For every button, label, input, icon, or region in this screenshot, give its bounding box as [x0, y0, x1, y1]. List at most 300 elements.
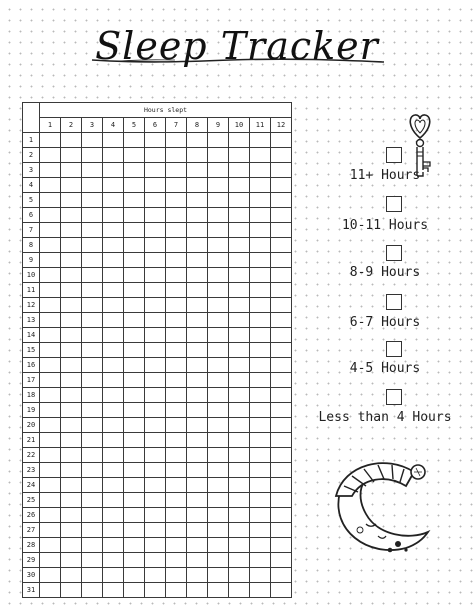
sleep-cell[interactable] [124, 538, 145, 553]
sleep-cell[interactable] [229, 328, 250, 343]
sleep-cell[interactable] [82, 253, 103, 268]
sleep-cell[interactable] [166, 493, 187, 508]
sleep-cell[interactable] [124, 238, 145, 253]
sleep-cell[interactable] [61, 373, 82, 388]
sleep-cell[interactable] [187, 403, 208, 418]
sleep-cell[interactable] [229, 238, 250, 253]
sleep-cell[interactable] [229, 343, 250, 358]
sleep-cell[interactable] [124, 403, 145, 418]
sleep-cell[interactable] [145, 358, 166, 373]
sleep-cell[interactable] [103, 223, 124, 238]
sleep-cell[interactable] [40, 313, 61, 328]
sleep-cell[interactable] [61, 478, 82, 493]
sleep-cell[interactable] [40, 193, 61, 208]
sleep-cell[interactable] [40, 238, 61, 253]
sleep-cell[interactable] [187, 373, 208, 388]
sleep-cell[interactable] [124, 523, 145, 538]
sleep-cell[interactable] [145, 298, 166, 313]
sleep-cell[interactable] [187, 448, 208, 463]
sleep-cell[interactable] [166, 328, 187, 343]
sleep-cell[interactable] [61, 193, 82, 208]
sleep-cell[interactable] [271, 478, 292, 493]
sleep-cell[interactable] [187, 508, 208, 523]
sleep-cell[interactable] [145, 418, 166, 433]
sleep-cell[interactable] [250, 583, 271, 598]
sleep-cell[interactable] [61, 283, 82, 298]
sleep-cell[interactable] [229, 193, 250, 208]
sleep-cell[interactable] [229, 163, 250, 178]
sleep-cell[interactable] [229, 208, 250, 223]
sleep-cell[interactable] [229, 448, 250, 463]
sleep-cell[interactable] [271, 253, 292, 268]
sleep-cell[interactable] [103, 493, 124, 508]
sleep-cell[interactable] [208, 478, 229, 493]
sleep-cell[interactable] [250, 193, 271, 208]
sleep-cell[interactable] [229, 418, 250, 433]
sleep-cell[interactable] [166, 463, 187, 478]
sleep-cell[interactable] [271, 178, 292, 193]
sleep-cell[interactable] [187, 163, 208, 178]
sleep-cell[interactable] [187, 148, 208, 163]
sleep-cell[interactable] [229, 538, 250, 553]
sleep-cell[interactable] [103, 553, 124, 568]
sleep-cell[interactable] [250, 433, 271, 448]
sleep-cell[interactable] [208, 163, 229, 178]
sleep-cell[interactable] [40, 523, 61, 538]
sleep-cell[interactable] [103, 448, 124, 463]
sleep-cell[interactable] [82, 478, 103, 493]
sleep-cell[interactable] [229, 583, 250, 598]
sleep-cell[interactable] [82, 133, 103, 148]
sleep-cell[interactable] [271, 268, 292, 283]
sleep-cell[interactable] [271, 298, 292, 313]
sleep-cell[interactable] [40, 298, 61, 313]
sleep-cell[interactable] [187, 223, 208, 238]
sleep-cell[interactable] [187, 358, 208, 373]
sleep-cell[interactable] [82, 343, 103, 358]
sleep-cell[interactable] [82, 538, 103, 553]
sleep-cell[interactable] [271, 403, 292, 418]
sleep-cell[interactable] [82, 178, 103, 193]
sleep-cell[interactable] [82, 388, 103, 403]
sleep-cell[interactable] [166, 523, 187, 538]
sleep-cell[interactable] [124, 253, 145, 268]
sleep-cell[interactable] [103, 253, 124, 268]
sleep-cell[interactable] [250, 538, 271, 553]
sleep-cell[interactable] [40, 538, 61, 553]
sleep-cell[interactable] [250, 298, 271, 313]
sleep-cell[interactable] [61, 568, 82, 583]
sleep-cell[interactable] [250, 388, 271, 403]
sleep-cell[interactable] [166, 508, 187, 523]
sleep-cell[interactable] [187, 268, 208, 283]
sleep-cell[interactable] [250, 508, 271, 523]
sleep-cell[interactable] [145, 373, 166, 388]
sleep-cell[interactable] [103, 163, 124, 178]
sleep-cell[interactable] [124, 568, 145, 583]
sleep-cell[interactable] [271, 433, 292, 448]
sleep-cell[interactable] [145, 193, 166, 208]
sleep-cell[interactable] [145, 583, 166, 598]
sleep-cell[interactable] [229, 493, 250, 508]
sleep-cell[interactable] [166, 313, 187, 328]
sleep-cell[interactable] [145, 328, 166, 343]
sleep-cell[interactable] [82, 418, 103, 433]
sleep-cell[interactable] [61, 448, 82, 463]
sleep-cell[interactable] [103, 523, 124, 538]
sleep-cell[interactable] [40, 418, 61, 433]
sleep-cell[interactable] [250, 493, 271, 508]
sleep-cell[interactable] [40, 508, 61, 523]
sleep-cell[interactable] [124, 223, 145, 238]
sleep-cell[interactable] [40, 463, 61, 478]
sleep-cell[interactable] [166, 283, 187, 298]
sleep-cell[interactable] [166, 418, 187, 433]
sleep-cell[interactable] [103, 583, 124, 598]
sleep-cell[interactable] [145, 388, 166, 403]
sleep-cell[interactable] [187, 433, 208, 448]
sleep-cell[interactable] [103, 388, 124, 403]
sleep-cell[interactable] [271, 523, 292, 538]
sleep-cell[interactable] [187, 583, 208, 598]
sleep-cell[interactable] [208, 133, 229, 148]
sleep-cell[interactable] [229, 298, 250, 313]
sleep-cell[interactable] [82, 238, 103, 253]
sleep-cell[interactable] [271, 193, 292, 208]
sleep-cell[interactable] [61, 418, 82, 433]
sleep-cell[interactable] [61, 223, 82, 238]
sleep-cell[interactable] [40, 568, 61, 583]
sleep-cell[interactable] [124, 193, 145, 208]
sleep-cell[interactable] [40, 208, 61, 223]
sleep-cell[interactable] [40, 478, 61, 493]
legend-checkbox[interactable] [386, 341, 402, 357]
sleep-cell[interactable] [187, 298, 208, 313]
sleep-cell[interactable] [103, 373, 124, 388]
sleep-cell[interactable] [61, 133, 82, 148]
sleep-cell[interactable] [250, 373, 271, 388]
sleep-cell[interactable] [145, 178, 166, 193]
sleep-cell[interactable] [124, 313, 145, 328]
sleep-cell[interactable] [40, 553, 61, 568]
sleep-cell[interactable] [124, 553, 145, 568]
sleep-cell[interactable] [208, 208, 229, 223]
sleep-cell[interactable] [124, 433, 145, 448]
sleep-cell[interactable] [271, 343, 292, 358]
sleep-cell[interactable] [82, 403, 103, 418]
sleep-cell[interactable] [61, 463, 82, 478]
sleep-cell[interactable] [40, 163, 61, 178]
sleep-cell[interactable] [187, 553, 208, 568]
sleep-cell[interactable] [229, 433, 250, 448]
sleep-cell[interactable] [166, 238, 187, 253]
sleep-cell[interactable] [82, 328, 103, 343]
sleep-cell[interactable] [124, 358, 145, 373]
sleep-cell[interactable] [40, 373, 61, 388]
sleep-cell[interactable] [40, 328, 61, 343]
sleep-cell[interactable] [271, 223, 292, 238]
sleep-cell[interactable] [166, 193, 187, 208]
sleep-cell[interactable] [40, 433, 61, 448]
sleep-cell[interactable] [103, 403, 124, 418]
sleep-cell[interactable] [40, 403, 61, 418]
sleep-cell[interactable] [145, 523, 166, 538]
sleep-cell[interactable] [61, 553, 82, 568]
sleep-cell[interactable] [82, 568, 103, 583]
sleep-cell[interactable] [61, 538, 82, 553]
sleep-cell[interactable] [82, 433, 103, 448]
sleep-cell[interactable] [103, 238, 124, 253]
sleep-cell[interactable] [82, 223, 103, 238]
sleep-cell[interactable] [187, 313, 208, 328]
sleep-cell[interactable] [40, 283, 61, 298]
sleep-cell[interactable] [103, 508, 124, 523]
sleep-cell[interactable] [271, 493, 292, 508]
sleep-cell[interactable] [82, 298, 103, 313]
sleep-cell[interactable] [187, 178, 208, 193]
sleep-cell[interactable] [61, 508, 82, 523]
sleep-cell[interactable] [145, 343, 166, 358]
sleep-cell[interactable] [250, 478, 271, 493]
sleep-cell[interactable] [82, 193, 103, 208]
sleep-cell[interactable] [40, 133, 61, 148]
sleep-cell[interactable] [250, 283, 271, 298]
sleep-cell[interactable] [229, 463, 250, 478]
sleep-cell[interactable] [208, 253, 229, 268]
sleep-cell[interactable] [145, 313, 166, 328]
sleep-cell[interactable] [145, 568, 166, 583]
sleep-cell[interactable] [124, 178, 145, 193]
sleep-cell[interactable] [208, 448, 229, 463]
sleep-cell[interactable] [166, 538, 187, 553]
sleep-cell[interactable] [250, 328, 271, 343]
sleep-cell[interactable] [124, 463, 145, 478]
sleep-cell[interactable] [103, 418, 124, 433]
sleep-cell[interactable] [61, 253, 82, 268]
sleep-cell[interactable] [271, 418, 292, 433]
sleep-cell[interactable] [124, 418, 145, 433]
sleep-cell[interactable] [124, 583, 145, 598]
sleep-cell[interactable] [229, 223, 250, 238]
sleep-cell[interactable] [229, 268, 250, 283]
sleep-cell[interactable] [208, 463, 229, 478]
sleep-cell[interactable] [166, 433, 187, 448]
sleep-cell[interactable] [250, 553, 271, 568]
sleep-cell[interactable] [250, 313, 271, 328]
sleep-cell[interactable] [61, 163, 82, 178]
sleep-cell[interactable] [40, 448, 61, 463]
sleep-cell[interactable] [187, 463, 208, 478]
sleep-cell[interactable] [271, 238, 292, 253]
sleep-cell[interactable] [208, 583, 229, 598]
sleep-cell[interactable] [82, 358, 103, 373]
sleep-cell[interactable] [61, 433, 82, 448]
sleep-cell[interactable] [103, 193, 124, 208]
sleep-cell[interactable] [61, 583, 82, 598]
sleep-cell[interactable] [271, 508, 292, 523]
sleep-cell[interactable] [103, 283, 124, 298]
sleep-cell[interactable] [103, 148, 124, 163]
sleep-cell[interactable] [124, 373, 145, 388]
sleep-cell[interactable] [82, 448, 103, 463]
sleep-cell[interactable] [145, 478, 166, 493]
sleep-cell[interactable] [229, 253, 250, 268]
sleep-cell[interactable] [250, 133, 271, 148]
sleep-cell[interactable] [145, 553, 166, 568]
sleep-cell[interactable] [166, 268, 187, 283]
sleep-cell[interactable] [40, 343, 61, 358]
sleep-cell[interactable] [61, 328, 82, 343]
sleep-cell[interactable] [40, 268, 61, 283]
sleep-cell[interactable] [250, 208, 271, 223]
sleep-cell[interactable] [250, 148, 271, 163]
sleep-cell[interactable] [271, 133, 292, 148]
legend-checkbox[interactable] [386, 196, 402, 212]
sleep-cell[interactable] [61, 268, 82, 283]
sleep-cell[interactable] [166, 373, 187, 388]
sleep-cell[interactable] [103, 343, 124, 358]
sleep-cell[interactable] [145, 148, 166, 163]
sleep-cell[interactable] [250, 223, 271, 238]
sleep-cell[interactable] [103, 538, 124, 553]
sleep-cell[interactable] [250, 238, 271, 253]
sleep-cell[interactable] [124, 478, 145, 493]
sleep-cell[interactable] [103, 328, 124, 343]
sleep-cell[interactable] [166, 553, 187, 568]
sleep-cell[interactable] [208, 553, 229, 568]
sleep-cell[interactable] [124, 508, 145, 523]
sleep-cell[interactable] [82, 163, 103, 178]
sleep-cell[interactable] [271, 208, 292, 223]
sleep-cell[interactable] [229, 508, 250, 523]
sleep-cell[interactable] [250, 463, 271, 478]
sleep-cell[interactable] [166, 568, 187, 583]
sleep-cell[interactable] [187, 193, 208, 208]
sleep-cell[interactable] [208, 298, 229, 313]
sleep-cell[interactable] [208, 238, 229, 253]
sleep-cell[interactable] [61, 388, 82, 403]
sleep-cell[interactable] [40, 223, 61, 238]
sleep-cell[interactable] [61, 358, 82, 373]
sleep-cell[interactable] [250, 358, 271, 373]
sleep-cell[interactable] [250, 418, 271, 433]
sleep-cell[interactable] [250, 343, 271, 358]
sleep-cell[interactable] [145, 223, 166, 238]
sleep-cell[interactable] [208, 358, 229, 373]
sleep-cell[interactable] [250, 568, 271, 583]
sleep-cell[interactable] [145, 238, 166, 253]
sleep-cell[interactable] [40, 388, 61, 403]
sleep-cell[interactable] [250, 448, 271, 463]
sleep-cell[interactable] [208, 568, 229, 583]
legend-checkbox[interactable] [386, 245, 402, 261]
sleep-cell[interactable] [271, 388, 292, 403]
sleep-cell[interactable] [124, 283, 145, 298]
sleep-cell[interactable] [187, 478, 208, 493]
sleep-cell[interactable] [145, 403, 166, 418]
sleep-cell[interactable] [40, 178, 61, 193]
sleep-cell[interactable] [124, 448, 145, 463]
sleep-cell[interactable] [187, 493, 208, 508]
sleep-cell[interactable] [208, 313, 229, 328]
sleep-cell[interactable] [145, 253, 166, 268]
sleep-cell[interactable] [61, 343, 82, 358]
sleep-cell[interactable] [124, 343, 145, 358]
sleep-cell[interactable] [208, 283, 229, 298]
sleep-cell[interactable] [229, 523, 250, 538]
sleep-cell[interactable] [103, 298, 124, 313]
sleep-cell[interactable] [103, 478, 124, 493]
sleep-cell[interactable] [124, 298, 145, 313]
sleep-cell[interactable] [40, 358, 61, 373]
sleep-cell[interactable] [166, 223, 187, 238]
sleep-cell[interactable] [82, 553, 103, 568]
sleep-cell[interactable] [82, 283, 103, 298]
sleep-cell[interactable] [271, 538, 292, 553]
legend-checkbox[interactable] [386, 147, 402, 163]
sleep-cell[interactable] [145, 163, 166, 178]
sleep-cell[interactable] [229, 178, 250, 193]
sleep-cell[interactable] [166, 133, 187, 148]
sleep-cell[interactable] [229, 388, 250, 403]
sleep-cell[interactable] [40, 583, 61, 598]
sleep-cell[interactable] [124, 208, 145, 223]
sleep-cell[interactable] [82, 373, 103, 388]
sleep-cell[interactable] [229, 553, 250, 568]
sleep-cell[interactable] [166, 208, 187, 223]
sleep-cell[interactable] [145, 508, 166, 523]
sleep-cell[interactable] [145, 283, 166, 298]
sleep-cell[interactable] [166, 178, 187, 193]
sleep-cell[interactable] [271, 448, 292, 463]
sleep-cell[interactable] [103, 313, 124, 328]
sleep-cell[interactable] [271, 583, 292, 598]
sleep-cell[interactable] [124, 268, 145, 283]
sleep-cell[interactable] [166, 448, 187, 463]
sleep-cell[interactable] [82, 268, 103, 283]
sleep-cell[interactable] [271, 148, 292, 163]
sleep-cell[interactable] [271, 358, 292, 373]
sleep-cell[interactable] [61, 403, 82, 418]
sleep-cell[interactable] [82, 313, 103, 328]
sleep-cell[interactable] [82, 523, 103, 538]
sleep-cell[interactable] [208, 388, 229, 403]
sleep-cell[interactable] [271, 568, 292, 583]
sleep-cell[interactable] [208, 493, 229, 508]
sleep-cell[interactable] [145, 208, 166, 223]
sleep-cell[interactable] [82, 208, 103, 223]
sleep-cell[interactable] [229, 313, 250, 328]
sleep-cell[interactable] [61, 178, 82, 193]
sleep-cell[interactable] [166, 358, 187, 373]
sleep-cell[interactable] [103, 463, 124, 478]
sleep-cell[interactable] [208, 523, 229, 538]
sleep-cell[interactable] [187, 388, 208, 403]
sleep-cell[interactable] [208, 433, 229, 448]
sleep-cell[interactable] [187, 208, 208, 223]
sleep-cell[interactable] [166, 253, 187, 268]
sleep-cell[interactable] [61, 208, 82, 223]
sleep-cell[interactable] [124, 388, 145, 403]
sleep-cell[interactable] [145, 538, 166, 553]
sleep-cell[interactable] [103, 358, 124, 373]
sleep-cell[interactable] [250, 178, 271, 193]
sleep-cell[interactable] [187, 418, 208, 433]
sleep-cell[interactable] [166, 148, 187, 163]
sleep-cell[interactable] [82, 583, 103, 598]
sleep-cell[interactable] [271, 283, 292, 298]
sleep-cell[interactable] [61, 523, 82, 538]
